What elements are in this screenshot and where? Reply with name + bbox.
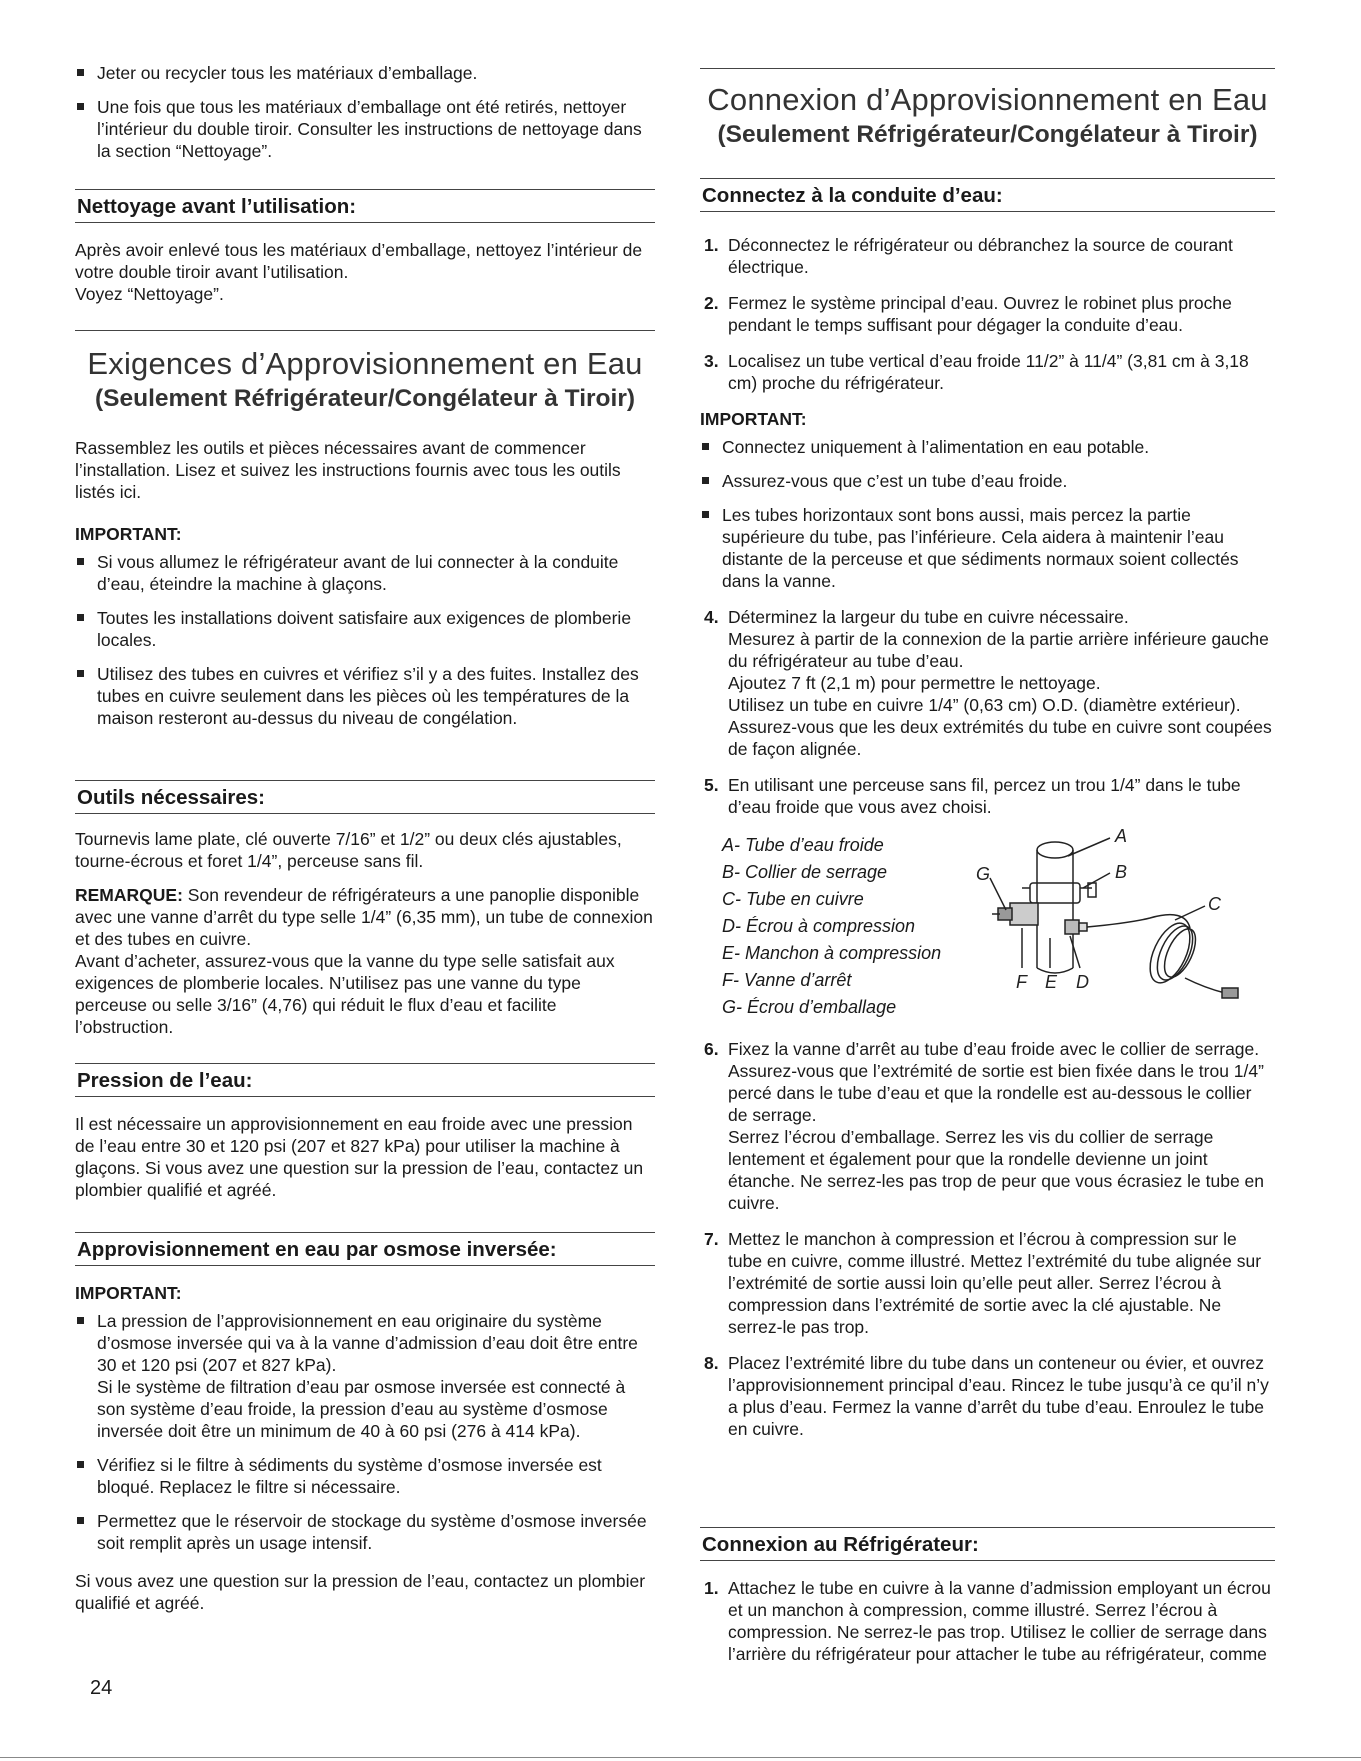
step-number: 1.: [704, 235, 719, 255]
refrigerateur-step-1: [700, 1577, 1275, 1665]
step-2: [700, 292, 1275, 336]
legend-item: G- Écrou d’emballage: [722, 997, 897, 1017]
refrigerateur-section: [700, 1527, 1275, 1679]
nettoyage-text: Après avoir enlevé tous les matériaux d’emballage, nettoyez l’intérieur de votre double tiroir avant l’utilisation.: [75, 240, 643, 282]
step-number: 3.: [704, 351, 719, 371]
important-label: IMPORTANT:: [75, 524, 182, 544]
step-4-line-2: Mesurez à partir de la connexion de la partie arrière inférieure gauche du réfrigérateur au tube d’eau.: [728, 629, 1269, 671]
step-6: [700, 1038, 1275, 1214]
pression-text: Il est nécessaire un approvisionnement en eau froide avec une pression de l’eau entre 30 et 120 psi (207 et 827 kPa) pour utiliser la machine à glaçons. Si vous avez une question sur la pression de l’eau, contactez un plombier qualifié et agréé.: [75, 1114, 644, 1200]
fig-label-B: B: [1115, 862, 1128, 882]
step-number: 4.: [704, 607, 719, 627]
figure-legend: [722, 832, 941, 1021]
conduite-important-bullet-2: Assurez-vous que c’est un tube d’eau froide.: [700, 470, 1275, 492]
step-6-b: Serrez l’écrou d’emballage. Serrez les vis du collier de serrage lentement et également pour que la rondelle devienne un joint étanche. Ne serrez-les pas trop de peur que vous écrasiez le tube en cuivre.: [728, 1127, 1265, 1213]
osmose-heading: Approvisionnement en eau par osmose inversée:: [75, 1232, 655, 1266]
remarque-label: REMARQUE:: [75, 885, 183, 905]
step-number: 2.: [704, 293, 719, 313]
step-number: 8.: [704, 1353, 719, 1373]
step-5: [700, 774, 1275, 818]
refrigerateur-heading: Connexion au Réfrigérateur:: [700, 1527, 1275, 1561]
outils-text: Tournevis lame plate, clé ouverte 7/16” et 1/2” ou deux clés ajustables, tourne-écrous et foret 1/4”, perceuse sans fil.: [75, 829, 622, 871]
pipe-top: [1037, 842, 1073, 858]
outils-heading: Outils nécessaires:: [75, 780, 655, 814]
intro-section: [75, 62, 655, 174]
osmose-bullet-1-a: La pression de l’approvisionnement en eau originaire du système d’osmose inversée qui va à la vanne d’admission d’eau doit être entre 30 et 120 psi (207 et 827 kPa).: [97, 1311, 638, 1375]
legend-item: D- Écrou à compression: [722, 916, 916, 936]
step-3: [700, 350, 1275, 394]
page-number: 24: [90, 1677, 113, 1699]
conduite-important-bullet-3: Les tubes horizontaux sont bons aussi, mais percez la partie supérieure du tube, pas l’inférieure. Cela aidera à maintenir l’eau distante de la perceuse et que sédiments normaux soient collectés dans la vanne.: [700, 504, 1275, 592]
nettoyage-section: [75, 189, 655, 305]
connexion-title-block: [700, 68, 1275, 151]
osmose-important-label: IMPORTANT:: [75, 1283, 182, 1303]
step-text: Localisez un tube vertical d’eau froide 11/2” à 11/4” (3,81 cm à 3,18 cm) proche du réfrigérateur.: [728, 351, 1249, 393]
osmose-closing: Si vous avez une question sur la pression de l’eau, contactez un plombier qualifié et agréé.: [75, 1571, 646, 1613]
legend-item: A- Tube d’eau froide: [722, 835, 884, 855]
conduite-heading: Connectez à la conduite d’eau:: [700, 178, 1275, 212]
nettoyage-text-2: Voyez “Nettoyage”.: [75, 284, 224, 304]
intro-bullet-2: Une fois que tous les matériaux d’emballage ont été retirés, nettoyer l’intérieur du double tiroir. Consulter les instructions de nettoyage dans la section “Nettoyage”.: [75, 96, 655, 162]
legend-item: E- Manchon à compression: [722, 943, 942, 963]
fig-label-D: D: [1076, 972, 1089, 992]
saddle-valve-illustration: [970, 828, 1270, 1028]
exigences-bullet-2: Toutes les installations doivent satisfaire aux exigences de plomberie locales.: [75, 607, 655, 651]
step-text: Mettez le manchon à compression et l’écrou à compression sur le tube en cuivre, comme illustré. Mettez l’extrémité du tube alignée sur l’extrémité de sortie aussi loin qu’elle peut aller. Serrez l’écrou à compression dans l’extrémité de sortie avec la clé ajustable. Ne serrez-le pas trop.: [728, 1229, 1262, 1337]
fig-label-G: G: [976, 864, 991, 884]
exigences-bullet-1: Si vous allumez le réfrigérateur avant de lui connecter à la conduite d’eau, éteindre la machine à glaçons.: [75, 551, 655, 595]
step-text: Placez l’extrémité libre du tube dans un conteneur ou évier, et ouvrez l’approvisionnement principal d’eau. Rincez le tube jusqu’à ce qu’il n’y a plus d’eau. Fermez la vanne d’arrêt du tube d’eau. Enroulez le tube en cuivre.: [728, 1353, 1269, 1439]
remarque-text: [75, 884, 655, 950]
connexion-subtitle: (Seulement Réfrigérateur/Congélateur à Tiroir): [717, 121, 1258, 148]
osmose-bullet-1: [75, 1310, 655, 1442]
fig-label-A: A: [1115, 828, 1128, 846]
pression-section: [75, 1063, 655, 1201]
intro-bullet-1: Jeter ou recycler tous les matériaux d’emballage.: [75, 62, 655, 84]
step-text: Fermez le système principal d’eau. Ouvrez le robinet plus proche pendant le temps suffisant pour dégager la conduite d’eau.: [728, 293, 1232, 335]
osmose-bullet-1-b: Si le système de filtration d’eau par osmose inversée est connecté à son système d’eau froide, la pression d’eau au système d’osmose inversée doit être un minimum de 40 à 60 psi (276 à 414 kPa).: [97, 1377, 626, 1441]
step-1: [700, 234, 1275, 278]
nettoyage-heading: Nettoyage avant l’utilisation:: [75, 189, 655, 223]
legend-item: F- Vanne d’arrêt: [722, 970, 852, 990]
legend-item: C- Tube en cuivre: [722, 889, 864, 909]
divider: [700, 68, 1275, 69]
pression-heading: Pression de l’eau:: [75, 1063, 655, 1097]
fig-label-E: E: [1045, 972, 1058, 992]
connexion-title: Connexion d’Approvisionnement en Eau: [707, 82, 1268, 117]
step-4-line-3: Ajoutez 7 ft (2,1 m) pour permettre le nettoyage.: [728, 673, 1101, 693]
step-6-a: Fixez la vanne d’arrêt au tube d’eau froide avec le collier de serrage. Assurez-vous que l’extrémité de sortie est bien fixée dans le trou 1/4” percé dans le tube d’eau et que la rondelle est au-dessous le collier de serrage.: [728, 1039, 1264, 1125]
step-7: [700, 1228, 1275, 1338]
step-4: [700, 606, 1275, 760]
osmose-bullet-2: Vérifiez si le filtre à sédiments du système d’osmose inversée est bloqué. Replacez le filtre si nécessaire.: [75, 1454, 655, 1498]
remarque-text-2: Avant d’acheter, assurez-vous que la vanne du type selle satisfait aux exigences de plomberie locales. N’utilisez pas une vanne du type perceuse ou selle 3/16” (4,76) qui réduit le flux d’eau et facilite l’obstruction.: [75, 951, 615, 1037]
step-text: En utilisant une perceuse sans fil, percez un trou 1/4” dans le tube d’eau froide que vous avez choisi.: [728, 775, 1241, 817]
fig-label-F: F: [1016, 972, 1027, 992]
remarque-body: Son revendeur de réfrigérateurs a une panoplie disponible avec une vanne d’arrêt du type selle 1/4” (6,35 mm), un tube de connexion et des tubes en cuivre.: [75, 885, 653, 949]
outils-section: [75, 780, 655, 1038]
step-text: Attachez le tube en cuivre à la vanne d’admission employant un écrou et un manchon à compression, comme illustré. Serrez l’écrou à compression. Ne serrez-le pas trop. Utilisez le collier de serrage dans l’arrière du réfrigérateur pour attacher le tube au réfrigérateur, comme: [728, 1578, 1271, 1664]
step-number: 5.: [704, 775, 719, 795]
exigences-bullet-3: Utilisez des tubes en cuivres et vérifiez s’il y a des fuites. Installez des tubes en cuivre seulement dans les pièces où les températures de la maison resteront au-dessus du niveau de congélation.: [75, 663, 655, 729]
exigences-section: [75, 330, 655, 741]
step-number: 6.: [704, 1039, 719, 1059]
step-number: 1.: [704, 1578, 719, 1598]
page-bottom-rule: [0, 1757, 1361, 1758]
divider: [75, 330, 655, 331]
fig-label-C: C: [1208, 894, 1221, 914]
osmose-bullet-3: Permettez que le réservoir de stockage du système d’osmose inversée soit remplit après un usage intensif.: [75, 1510, 655, 1554]
step-4-line-1: Déterminez la largeur du tube en cuivre nécessaire.: [728, 607, 1129, 627]
exigences-intro: Rassemblez les outils et pièces nécessaires avant de commencer l’installation. Lisez et suivez les instructions fournis avec tous les outils listés ici.: [75, 438, 621, 502]
conduite-section: [700, 178, 1275, 1454]
valve-figure: [700, 828, 1275, 1032]
osmose-section: [75, 1232, 655, 1614]
exigences-title: Exigences d’Approvisionnement en Eau: [87, 346, 643, 381]
step-number: 7.: [704, 1229, 719, 1249]
exigences-subtitle: (Seulement Réfrigérateur/Congélateur à Tiroir): [94, 385, 636, 412]
conduite-important-label: IMPORTANT:: [700, 409, 807, 429]
step-8: [700, 1352, 1275, 1440]
step-4-line-4: Utilisez un tube en cuivre 1/4” (0,63 cm) O.D. (diamètre extérieur). Assurez-vous que les deux extrémités du tube en cuivre sont coupées de façon alignée.: [728, 695, 1272, 759]
conduite-important-bullet-1: Connectez uniquement à l’alimentation en eau potable.: [700, 436, 1275, 458]
legend-item: B- Collier de serrage: [722, 862, 888, 882]
step-text: Déconnectez le réfrigérateur ou débranchez la source de courant électrique.: [728, 235, 1233, 277]
